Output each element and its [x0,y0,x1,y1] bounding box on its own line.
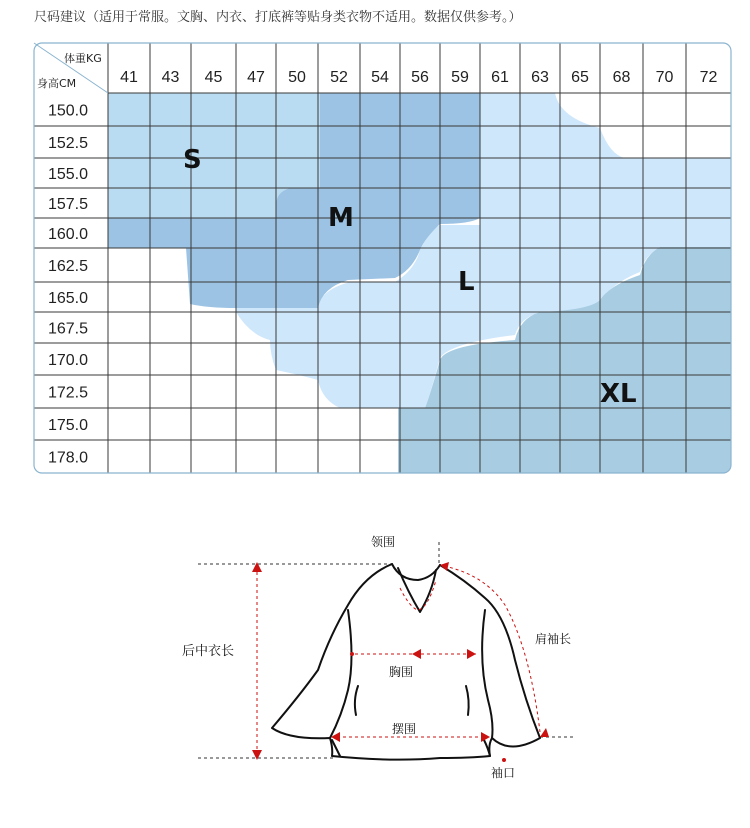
height-row-label: 178.0 [47,449,89,467]
cuff-label: 袖口 [491,766,516,780]
back-length-label: 后中衣长 [182,644,235,659]
weight-header: 43 [161,69,180,86]
hem-label: 摆围 [392,722,417,736]
weight-header: 45 [204,69,223,86]
weight-header: 41 [120,69,138,86]
weight-header: 52 [330,69,348,86]
weight-header: 47 [247,69,265,86]
zone-xl-label: XL [600,379,637,409]
weight-header: 65 [571,69,589,86]
height-row-label: 162.5 [47,258,89,275]
weight-header: 61 [491,69,509,86]
weight-header: 72 [699,69,718,86]
height-row-label: 165.0 [47,290,89,307]
height-row-label: 170.0 [47,352,89,369]
size-recommendation-note: 尺码建议（适用于常服。文胸、内衣、打底裤等贴身类衣物不适用。数据仅供参考。） [34,10,522,25]
height-row-label: 160.0 [47,226,89,243]
zone-s-label: S [183,145,202,175]
height-row-label: 155.0 [47,166,89,183]
zone-l-label: L [458,267,475,297]
height-row-label: 167.5 [47,320,89,338]
weight-header: 63 [531,69,549,86]
height-row-label: 172.5 [47,384,89,402]
garment-diagram [0,500,750,828]
weight-header: 70 [655,69,674,86]
weight-header: 54 [371,69,389,86]
height-row-label: 157.5 [47,196,89,213]
corner-weight-label: 体重KG [64,52,102,65]
collar-label: 领围 [371,535,396,549]
weight-header: 59 [451,69,469,86]
weight-header: 68 [612,69,631,86]
corner-height-label: 身高CM [37,77,77,90]
chest-label: 胸围 [389,665,414,679]
zone-m-label: M [328,203,354,233]
weight-header: 50 [288,69,306,86]
height-row-label: 152.5 [47,135,89,152]
weight-header: 56 [411,69,429,86]
shoulder-sleeve-label: 肩袖长 [535,632,572,646]
height-row-label: 150.0 [47,102,89,120]
height-row-label: 175.0 [47,417,89,434]
